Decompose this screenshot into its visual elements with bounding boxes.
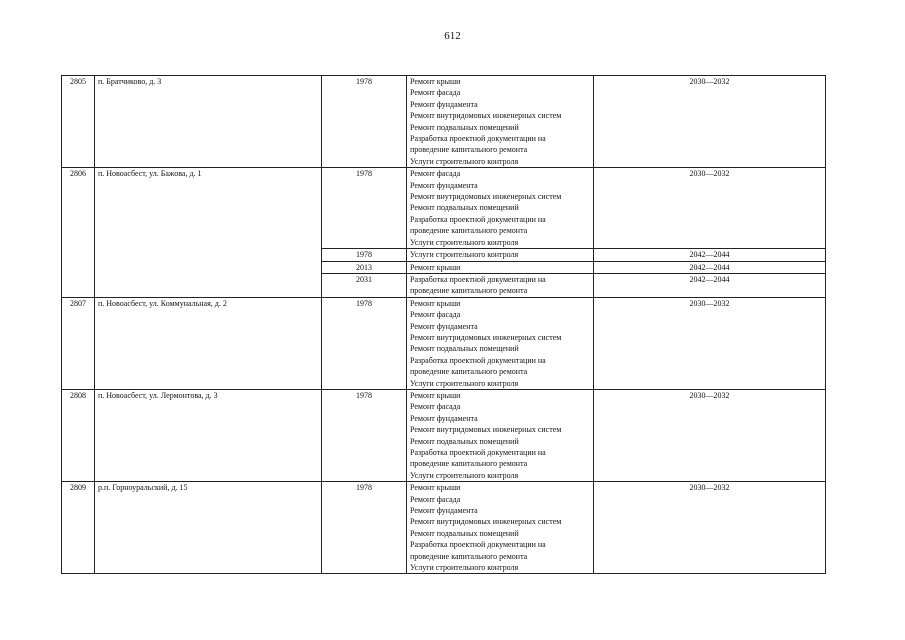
last-repair-year: 1978 xyxy=(322,482,407,574)
work-type-line: Услуги строительного контроля xyxy=(410,563,519,573)
last-repair-year: 1978 xyxy=(322,249,407,261)
last-repair-year: 1978 xyxy=(322,168,407,249)
work-type-line: Ремонт фундамента xyxy=(410,180,478,190)
building-address: р.п. Горноуральский, д. 15 xyxy=(95,482,322,574)
work-type-line: Ремонт крыши xyxy=(410,298,461,308)
work-type-line: Услуги строительного контроля xyxy=(410,470,519,480)
table-row xyxy=(62,76,826,168)
planned-period: 2030—2032 xyxy=(594,168,826,249)
work-type-line: проведение капитального ремонта xyxy=(410,551,528,561)
table-row xyxy=(62,389,826,481)
work-types-cell xyxy=(407,389,594,481)
planned-period: 2042—2044 xyxy=(594,261,826,273)
work-type-line: Ремонт крыши xyxy=(410,77,461,86)
work-type-line: Услуги строительного контроля xyxy=(410,378,519,388)
planned-period: 2030—2032 xyxy=(594,76,826,168)
work-type-line: Ремонт крыши xyxy=(410,262,461,272)
work-type-line: Ремонт фундамента xyxy=(410,99,478,109)
page-number: 612 xyxy=(444,30,461,42)
work-type-line: проведение капитального ремонта xyxy=(410,226,528,236)
last-repair-year: 1978 xyxy=(322,76,407,168)
last-repair-year: 2013 xyxy=(322,261,407,273)
work-type-line: Ремонт фасада xyxy=(410,88,461,98)
building-address: п. Новоасбест, ул. Лермонтова, д. 3 xyxy=(95,389,322,481)
planned-period: 2042—2044 xyxy=(594,249,826,261)
work-type-line: Ремонт фундамента xyxy=(410,506,478,516)
last-repair-year: 2031 xyxy=(322,273,407,297)
work-type-line: Разработка проектной документации на xyxy=(410,274,546,284)
work-types-cell xyxy=(407,249,594,261)
work-type-line: Ремонт фундамента xyxy=(410,413,478,423)
work-type-line: Ремонт подвальных помещений xyxy=(410,122,519,132)
work-type-line: проведение капитального ремонта xyxy=(410,286,528,296)
planned-period: 2030—2032 xyxy=(594,389,826,481)
work-type-line: Ремонт фасада xyxy=(410,169,461,179)
work-type-line: Ремонт фасада xyxy=(410,310,461,320)
row-number: 2807 xyxy=(62,297,95,389)
work-type-line: Разработка проектной документации на xyxy=(410,134,546,144)
table-row xyxy=(62,168,826,249)
work-types-cell xyxy=(407,261,594,273)
work-type-line: Ремонт внутридомовых инженерных систем xyxy=(410,192,562,202)
table-body xyxy=(62,76,826,574)
work-type-line: Ремонт внутридомовых инженерных систем xyxy=(410,425,562,435)
work-type-line: Разработка проектной документации на xyxy=(410,540,546,550)
work-type-line: Ремонт внутридомовых инженерных систем xyxy=(410,111,562,121)
work-types-cell xyxy=(407,273,594,297)
repair-schedule-table xyxy=(61,75,826,574)
work-type-line: Ремонт подвальных помещений xyxy=(410,203,519,213)
row-number: 2806 xyxy=(62,168,95,297)
planned-period: 2030—2032 xyxy=(594,297,826,389)
work-types-cell xyxy=(407,168,594,249)
work-types-cell xyxy=(407,297,594,389)
work-type-line: Ремонт подвальных помещений xyxy=(410,344,519,354)
table-row xyxy=(62,482,826,574)
planned-period: 2030—2032 xyxy=(594,482,826,574)
work-types-cell xyxy=(407,76,594,168)
work-type-line: проведение капитального ремонта xyxy=(410,459,528,469)
work-type-line: Разработка проектной документации на xyxy=(410,448,546,457)
building-address: п. Новоасбест, ул. Коммунальная, д. 2 xyxy=(95,297,322,389)
work-type-line: Ремонт фундамента xyxy=(410,321,478,331)
work-type-line: Ремонт внутридомовых инженерных систем xyxy=(410,517,562,527)
work-type-line: проведение капитального ремонта xyxy=(410,367,528,377)
planned-period: 2042—2044 xyxy=(594,273,826,297)
row-number: 2809 xyxy=(62,482,95,574)
work-type-line: Ремонт подвальных помещений xyxy=(410,436,519,446)
work-type-line: Услуги строительного контроля xyxy=(410,237,519,247)
last-repair-year: 1978 xyxy=(322,297,407,389)
work-type-line: Ремонт внутридомовых инженерных систем xyxy=(410,332,562,342)
work-types-cell xyxy=(407,482,594,574)
work-type-line: Разработка проектной документации на xyxy=(410,214,546,224)
work-type-line: проведение капитального ремонта xyxy=(410,145,528,155)
work-type-line: Услуги строительного контроля xyxy=(410,250,519,260)
building-address: п. Братчиково, д. 3 xyxy=(95,76,322,168)
work-type-line: Ремонт фасада xyxy=(410,402,461,412)
work-type-line: Разработка проектной документации на xyxy=(410,355,546,365)
work-type-line: Ремонт крыши xyxy=(410,483,461,493)
row-number: 2805 xyxy=(62,76,95,168)
building-address: п. Новоасбест, ул. Бажова, д. 1 xyxy=(95,168,322,297)
work-type-line: Ремонт фасада xyxy=(410,494,461,504)
row-number: 2808 xyxy=(62,389,95,481)
table-row xyxy=(62,297,826,389)
work-type-line: Услуги строительного контроля xyxy=(410,156,519,166)
work-type-line: Ремонт крыши xyxy=(410,390,461,400)
work-type-line: Ремонт подвальных помещений xyxy=(410,528,519,538)
last-repair-year: 1978 xyxy=(322,389,407,481)
